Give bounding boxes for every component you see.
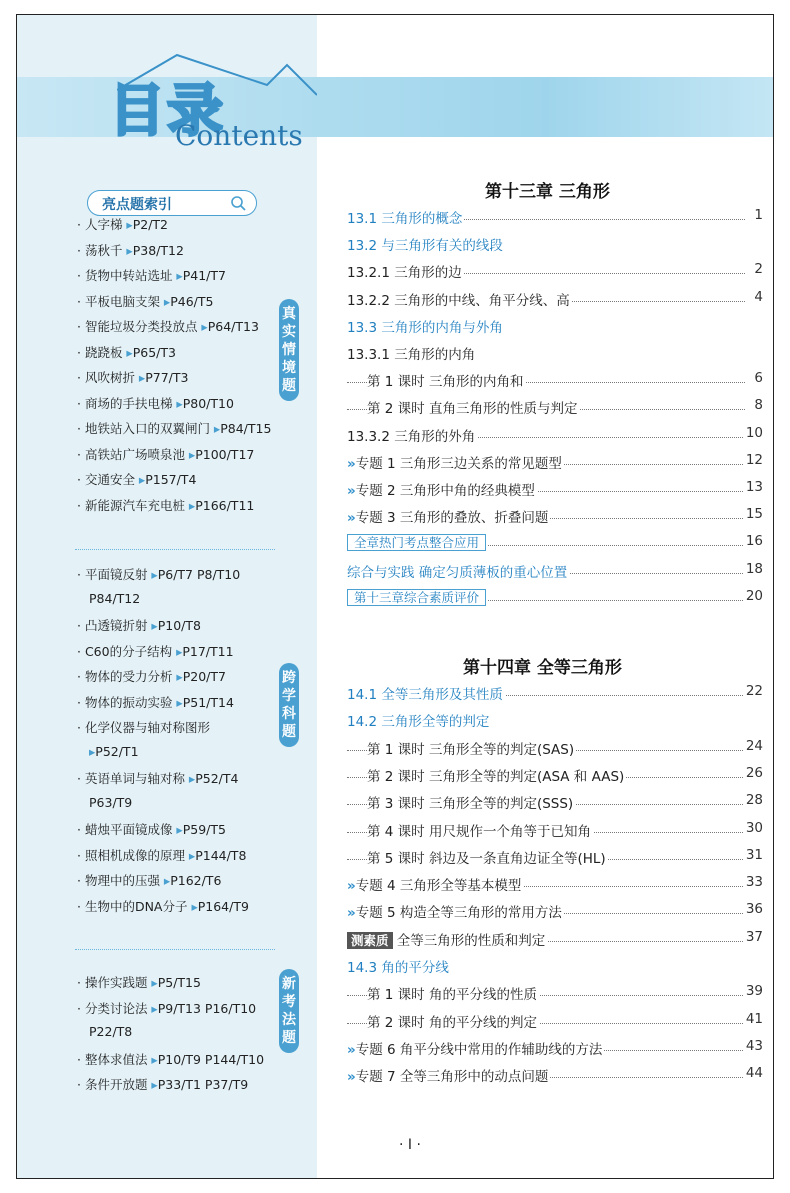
index-item-name: · 人字梯 [77, 217, 127, 232]
toc-entry[interactable] [347, 425, 763, 445]
index-item [77, 718, 210, 736]
toc-entry[interactable] [347, 370, 763, 390]
index-item [77, 317, 259, 335]
index-item-ref: ▸P65/T3 [126, 344, 176, 360]
chevron-icon: » [347, 1041, 356, 1058]
chevron-icon: » [347, 510, 356, 527]
toc-entry-label: »专题 4 三角形全等基本模型 [347, 874, 523, 894]
toc-entry-label: 第 5 课时 斜边及一条直角边证全等(HL) [367, 847, 608, 867]
toc-entry-label: 第 2 课时 直角三角形的性质与判定 [367, 397, 579, 417]
index-item-ref: ▸P157/T4 [138, 472, 197, 487]
index-separator [75, 949, 275, 950]
index-item-name: · 高铁站广场喷泉池 [77, 446, 189, 462]
index-item [77, 266, 226, 284]
index-item [77, 292, 213, 310]
toc-page-number: 20 [743, 588, 763, 604]
toc-entry-label: 第 1 课时 三角形全等的判定(SAS) [367, 738, 576, 758]
index-item-name: · 操作实践题 [77, 975, 152, 990]
index-item [77, 820, 226, 838]
index-item-ref-continued: P63/T9 [89, 794, 133, 810]
toc-entry-label: 第 4 课时 用尺规作一个角等于已知角 [367, 820, 593, 840]
toc-entry-label: 13.3 三角形的内角与外角 [347, 316, 505, 336]
index-item-name: · 风吹树折 [77, 370, 139, 385]
toc-entry-label: 第 2 课时 角的平分线的判定 [367, 1011, 539, 1031]
toc-entry-label: 第 1 课时 角的平分线的性质 [367, 983, 539, 1003]
toc-entry[interactable] [347, 738, 763, 758]
toc-entry[interactable] [347, 956, 763, 976]
toc-page-number: 1 [751, 207, 763, 223]
page-title: 目录 [109, 79, 225, 144]
index-item [77, 496, 254, 514]
toc-entry-label: 13.2.1 三角形的边 [347, 261, 464, 281]
toc-entry-label: 14.3 角的平分线 [347, 956, 451, 976]
index-item-ref: ▸P144/T8 [188, 847, 247, 863]
toc-entry-label: 13.2 与三角形有关的线段 [347, 234, 505, 254]
index-item-ref: ▸P166/T11 [188, 497, 255, 513]
toc-entry-label: 第 1 课时 三角形的内角和 [367, 370, 525, 390]
toc-entry[interactable] [347, 1011, 763, 1031]
chevron-icon: » [347, 483, 356, 499]
index-item-ref: ▸P100/T17 [188, 446, 255, 462]
toc-entry-label: 全章热门考点整合应用 [347, 533, 488, 551]
index-item-ref: ▸P17/T11 [176, 643, 234, 659]
index-item [77, 419, 271, 437]
toc-entry-label: 14.2 三角形全等的判定 [347, 710, 491, 730]
index-item [77, 565, 240, 583]
index-item [77, 445, 254, 463]
index-item-name: · 智能垃圾分类投放点 [77, 319, 202, 334]
toc-page-number: 41 [743, 1011, 763, 1027]
index-item [77, 769, 238, 787]
toc-entry-label: »专题 1 三角形三边关系的常见题型 [347, 452, 564, 472]
index-item [77, 1075, 248, 1093]
index-item-ref: ▸P9/T13 P16/T10 [151, 1000, 257, 1016]
highlight-index-heading: 亮点题索引 [87, 190, 257, 216]
chevron-icon: » [347, 455, 356, 472]
index-item [77, 642, 234, 660]
index-item-name: · 生物中的DNA分子 [77, 898, 192, 914]
index-item-name: · 物理中的压强 [77, 873, 164, 888]
toc-entry-label: 第十三章综合素质评价 [347, 588, 488, 606]
toc-entry-label: 13.3.1 三角形的内角 [347, 343, 477, 363]
toc-entry[interactable] [347, 561, 763, 581]
toc-entry[interactable] [347, 765, 763, 785]
index-item-ref: ▸P46/T5 [163, 293, 214, 309]
toc-entry[interactable] [347, 901, 763, 921]
index-item [77, 394, 234, 412]
index-item [77, 1050, 264, 1068]
test-badge: 测素质 [347, 932, 393, 949]
chevron-icon: » [347, 878, 356, 895]
index-category-label: 跨 学 科 题 [279, 663, 299, 747]
index-item-name: · 照相机成像的原理 [77, 847, 189, 863]
toc-entry[interactable] [347, 710, 763, 730]
index-category-label: 真 实 情 境 题 [279, 299, 299, 401]
toc-entry-label: 测素质 全等三角形的性质和判定 [347, 929, 547, 949]
index-item-ref: ▸P20/T7 [176, 669, 226, 684]
toc-page-number: 28 [743, 792, 763, 808]
toc-page-number: 15 [743, 506, 763, 522]
toc-page-number: 22 [743, 683, 763, 699]
toc-entry-label: »专题 5 构造全等三角形的常用方法 [347, 901, 564, 921]
toc-entry[interactable] [347, 847, 763, 867]
index-item-ref-continued: ▸P52/T1 [89, 743, 139, 759]
index-item-ref-continued: P84/T12 [89, 590, 141, 606]
toc-page-number: 12 [743, 452, 763, 468]
toc-entry-label: »专题 3 三角形的叠放、折叠问题 [347, 506, 550, 526]
index-item-name: · 英语单词与轴对称 [77, 771, 189, 786]
toc-entry[interactable] [347, 820, 763, 840]
index-item [77, 616, 201, 634]
index-item-ref: ▸P80/T10 [176, 395, 234, 411]
toc-entry[interactable] [347, 983, 763, 1003]
toc-page-number: 8 [751, 397, 763, 413]
index-item-name: · 蜡烛平面镜成像 [77, 822, 177, 837]
toc-page-number: 24 [743, 738, 763, 754]
toc-entry-label: 14.1 全等三角形及其性质 [347, 683, 505, 703]
index-item-name: · 条件开放题 [77, 1077, 152, 1092]
index-item-ref: ▸P77/T3 [138, 370, 189, 385]
toc-entry-label: 13.3.2 三角形的外角 [347, 425, 477, 445]
index-item-ref: ▸P162/T6 [163, 873, 222, 888]
index-item-ref: ▸P6/T7 P8/T10 [151, 567, 241, 582]
index-item [77, 973, 201, 991]
toc-entry[interactable] [347, 874, 763, 894]
index-item-name: · 平面镜反射 [77, 567, 152, 582]
toc-page-number: 6 [751, 370, 763, 386]
toc-entry[interactable] [347, 683, 763, 703]
index-item-ref: ▸P51/T14 [176, 694, 234, 710]
toc-page-number: 4 [751, 289, 763, 305]
index-item [77, 241, 184, 259]
index-item-name: · 物体的受力分析 [77, 669, 177, 684]
toc-page-number: 10 [743, 425, 763, 441]
index-item-name: · 交通安全 [77, 472, 139, 487]
toc-page-number: 31 [743, 847, 763, 863]
index-item [77, 999, 256, 1017]
index-item [77, 871, 221, 889]
toc-page-number: 2 [751, 261, 763, 277]
index-item-ref: ▸P2/T2 [126, 217, 168, 232]
index-item-ref: ▸P84/T15 [213, 421, 272, 436]
chapter-title: 第十三章 三角形 [485, 182, 610, 202]
index-category-label: 新 考 法 题 [279, 969, 299, 1053]
index-item-name: · 分类讨论法 [77, 1000, 152, 1016]
toc-entry[interactable] [347, 289, 763, 309]
chevron-icon: » [347, 905, 356, 922]
toc-entry-label: 第 3 课时 三角形全等的判定(SSS) [367, 792, 575, 812]
toc-entry[interactable] [347, 533, 763, 553]
toc-entry-label: 综合与实践 确定匀质薄板的重心位置 [347, 561, 569, 581]
toc-entry-label: »专题 2 三角形中角的经典模型 [347, 479, 537, 499]
toc-entry-label: 13.2.2 三角形的中线、角平分线、高 [347, 289, 572, 309]
index-item-ref: ▸P59/T5 [176, 822, 226, 837]
toc-page-number: 13 [743, 479, 763, 495]
toc-page-number: 39 [743, 983, 763, 999]
toc-entry-label: 13.1 三角形的概念 [347, 207, 464, 227]
toc-entry-label: 第 2 课时 三角形全等的判定(ASA 和 AAS) [367, 765, 626, 785]
index-item-ref: ▸P38/T12 [126, 242, 184, 258]
toc-page-number: 18 [743, 561, 763, 577]
index-item-name: · 新能源汽车充电桩 [77, 497, 189, 513]
toc-entry[interactable] [347, 343, 763, 363]
search-icon [230, 195, 246, 211]
index-item-name: · 平板电脑支架 [77, 293, 164, 309]
toc-entry[interactable] [347, 1065, 763, 1085]
index-item-name: · C60的分子结构 [77, 643, 177, 659]
toc-entry[interactable] [347, 506, 763, 526]
index-item-name: · 跷跷板 [77, 344, 127, 360]
toc-page-number: 37 [743, 929, 763, 945]
index-item-name: · 地铁站入口的双翼闸门 [77, 421, 214, 436]
index-item-name: · 货物中转站选址 [77, 268, 177, 283]
toc-page-number: 16 [743, 533, 763, 549]
index-item [77, 897, 249, 915]
index-item [77, 470, 196, 488]
toc-page-number: 33 [743, 874, 763, 890]
index-item [77, 693, 234, 711]
toc-entry[interactable] [347, 479, 763, 499]
index-item-name: · 物体的振动实验 [77, 694, 177, 710]
index-item-ref-continued: P22/T8 [89, 1024, 133, 1039]
chapter-title: 第十四章 全等三角形 [463, 658, 622, 678]
index-item [77, 343, 176, 361]
toc-page-number: 26 [743, 765, 763, 781]
index-item-ref: ▸P164/T9 [191, 898, 249, 914]
toc-entry[interactable] [347, 207, 763, 227]
page-number: · I · [399, 1137, 421, 1153]
toc-entry[interactable] [347, 1038, 763, 1058]
page-frame [16, 14, 774, 1179]
toc-entry-label: »专题 7 全等三角形中的动点问题 [347, 1065, 550, 1085]
page-subtitle: Contents [175, 119, 303, 152]
toc-entry[interactable] [347, 929, 763, 949]
index-item-name: · 商场的手扶电梯 [77, 395, 177, 411]
toc-entry-label: »专题 6 角平分线中常用的作辅助线的方法 [347, 1038, 604, 1058]
index-item-ref: ▸P41/T7 [176, 268, 226, 283]
toc-entry[interactable] [347, 261, 763, 281]
index-item [77, 667, 226, 685]
toc-entry[interactable] [347, 588, 763, 608]
toc-entry[interactable] [347, 234, 763, 254]
index-item-name: · 荡秋千 [77, 242, 127, 258]
index-item-ref: ▸P33/T1 P37/T9 [151, 1077, 249, 1092]
index-separator [75, 549, 275, 550]
chevron-icon: » [347, 1069, 356, 1086]
index-item-ref: ▸P52/T4 [188, 771, 239, 786]
index-item-ref: ▸P10/T9 P144/T10 [151, 1051, 265, 1067]
index-item-ref: ▸P64/T13 [201, 319, 259, 334]
toc-entry[interactable] [347, 452, 763, 472]
index-item-name: · 化学仪器与轴对称图形 [77, 720, 210, 735]
toc-page-number: 36 [743, 901, 763, 917]
toc-entry[interactable] [347, 316, 763, 336]
toc-page-number: 43 [743, 1038, 763, 1054]
index-item-name: · 凸透镜折射 [77, 618, 152, 633]
index-item [77, 368, 188, 386]
toc-entry[interactable] [347, 792, 763, 812]
index-item [77, 846, 246, 864]
toc-page-number: 30 [743, 820, 763, 836]
index-item-name: · 整体求值法 [77, 1051, 152, 1067]
index-item-ref: ▸P10/T8 [151, 618, 201, 633]
toc-entry[interactable] [347, 397, 763, 417]
toc-page-number: 44 [743, 1065, 763, 1081]
index-item [77, 215, 168, 233]
index-item-ref: ▸P5/T15 [151, 975, 201, 990]
